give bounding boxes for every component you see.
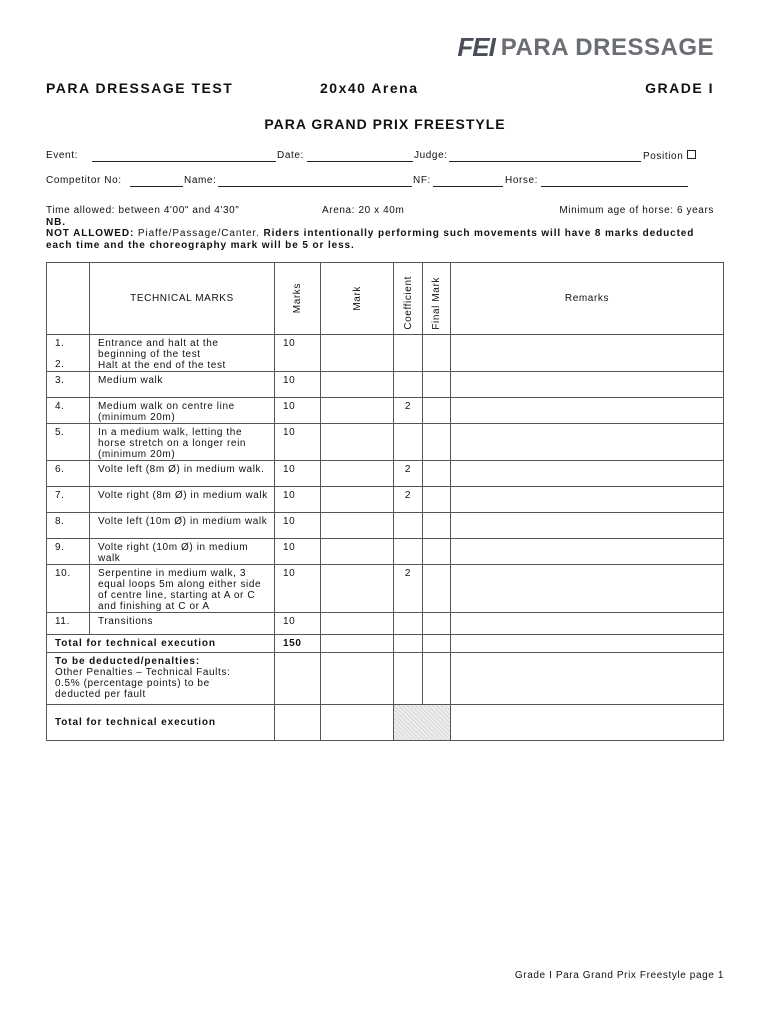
table-row xyxy=(47,461,724,487)
page-footer: Grade I Para Grand Prix Freestyle page 1 xyxy=(514,970,724,981)
movement-text: Volte left (10m Ø) in medium walk xyxy=(90,513,275,539)
remarks-input[interactable] xyxy=(451,565,724,613)
table-row xyxy=(47,613,724,635)
remarks-input[interactable] xyxy=(451,335,724,372)
final-total-remarks-cell xyxy=(451,705,724,741)
movement-number: 6. xyxy=(47,461,90,487)
header-final-text: Final Mark xyxy=(431,277,442,330)
movement-number xyxy=(47,335,90,372)
position-label: Position xyxy=(643,151,684,162)
arena-title: 20x40 Arena xyxy=(320,80,419,96)
total-mark-cell xyxy=(321,635,394,653)
final-mark-input[interactable] xyxy=(423,565,451,613)
nf-field[interactable] xyxy=(433,186,503,187)
movement-text: Serpentine in medium walk, 3 equal loops 5m along either side of centre line, starting at A or C and finishing at C or A xyxy=(90,565,275,613)
final-mark-input[interactable] xyxy=(423,539,451,565)
position-field[interactable] xyxy=(643,150,696,162)
mark-input[interactable] xyxy=(321,461,394,487)
coefficient-value xyxy=(394,613,423,635)
marks-value: 10 xyxy=(275,398,321,424)
movement-number-text: 1. xyxy=(55,338,65,349)
deductions-text: Other Penalties – Technical Faults: 0.5% (percentage points) to be deducted per fault xyxy=(55,667,231,700)
coefficient-value xyxy=(394,539,423,565)
header-coefficient-text: Coefficient xyxy=(402,276,414,330)
table-row xyxy=(47,487,724,513)
arena-size: Arena: 20 x 40m xyxy=(322,205,405,216)
total-final-input[interactable] xyxy=(423,635,451,653)
movement-text: Volte right (10m Ø) in medium walk xyxy=(90,539,275,565)
coefficient-value xyxy=(394,424,423,461)
grade-title: GRADE I xyxy=(645,80,714,96)
header-coefficient xyxy=(394,263,423,335)
movement-number: 9. xyxy=(47,539,90,565)
deductions-mark-cell xyxy=(321,653,394,705)
test-type: PARA DRESSAGE TEST xyxy=(46,80,234,96)
movement-number: 8. xyxy=(47,513,90,539)
final-mark-input[interactable] xyxy=(423,487,451,513)
remarks-input[interactable] xyxy=(451,398,724,424)
header-marks xyxy=(275,263,321,335)
table-row xyxy=(47,398,724,424)
movement-number-text: 2. xyxy=(55,359,65,370)
test-subtitle: PARA GRAND PRIX FREESTYLE xyxy=(264,116,506,132)
position-checkbox[interactable] xyxy=(687,150,696,159)
mark-input[interactable] xyxy=(321,335,394,372)
nf-label: NF: xyxy=(413,175,431,186)
mark-input[interactable] xyxy=(321,424,394,461)
deductions-row xyxy=(47,653,724,705)
movement-number: 10. xyxy=(47,565,90,613)
movement-text: In a medium walk, letting the horse stretch on a longer rein (minimum 20m) xyxy=(90,424,275,461)
header-blank xyxy=(47,263,90,335)
marks-value: 10 xyxy=(275,461,321,487)
mark-input[interactable] xyxy=(321,613,394,635)
horse-field[interactable] xyxy=(541,186,688,187)
marks-value: 10 xyxy=(275,335,321,372)
final-total-mark-cell xyxy=(321,705,394,741)
marks-value: 10 xyxy=(275,539,321,565)
header-marks-text: Marks xyxy=(292,283,303,314)
marks-value: 10 xyxy=(275,513,321,539)
logo-product: PARA DRESSAGE xyxy=(500,33,714,61)
name-field[interactable] xyxy=(218,186,412,187)
final-mark-input[interactable] xyxy=(423,513,451,539)
final-mark-input[interactable] xyxy=(423,398,451,424)
total-coef-cell xyxy=(394,635,423,653)
table-row xyxy=(47,513,724,539)
header-final xyxy=(423,263,451,335)
coefficient-value xyxy=(394,372,423,398)
coefficient-value xyxy=(394,335,423,372)
movement-number: 7. xyxy=(47,487,90,513)
movement-number: 3. xyxy=(47,372,90,398)
final-total-label: Total for technical execution xyxy=(47,705,275,741)
min-horse-age: Minimum age of horse: 6 years xyxy=(559,205,714,216)
riders-warning-1: Riders intentionally performing such movements will have 8 marks deducted xyxy=(263,228,695,239)
header-mark-text: Mark xyxy=(351,286,363,311)
time-allowed: Time allowed: between 4'00" and 4'30" xyxy=(46,205,240,216)
remarks-input[interactable] xyxy=(451,424,724,461)
coefficient-value: 2 xyxy=(394,461,423,487)
movement-description: Entrance and halt at the beginning of the test xyxy=(98,338,219,360)
final-total-row xyxy=(47,705,724,741)
date-field[interactable] xyxy=(307,161,413,162)
total-remarks-cell xyxy=(451,635,724,653)
mark-input[interactable] xyxy=(321,565,394,613)
header-technical: TECHNICAL MARKS xyxy=(90,263,275,335)
final-mark-input[interactable] xyxy=(423,372,451,398)
event-field[interactable] xyxy=(92,161,276,162)
not-allowed-line xyxy=(46,228,726,239)
final-mark-input[interactable] xyxy=(423,613,451,635)
movement-text: Volte right (8m Ø) in medium walk xyxy=(90,487,275,513)
mark-input[interactable] xyxy=(321,487,394,513)
event-label: Event: xyxy=(46,150,78,161)
coefficient-value xyxy=(394,513,423,539)
deductions-label: To be deducted/penalties: xyxy=(55,656,201,667)
marks-value: 10 xyxy=(275,565,321,613)
marks-value: 10 xyxy=(275,372,321,398)
judge-field[interactable] xyxy=(449,161,641,162)
remarks-input[interactable] xyxy=(451,372,724,398)
movement-text: Medium walk xyxy=(90,372,275,398)
marks-value: 10 xyxy=(275,424,321,461)
movement-description: Halt at the end of the test xyxy=(98,360,226,371)
table-row xyxy=(47,424,724,461)
remarks-input[interactable] xyxy=(451,539,724,565)
table-row xyxy=(47,335,724,372)
movement-number: 4. xyxy=(47,398,90,424)
deductions-cell xyxy=(47,653,275,705)
deductions-marks-cell xyxy=(275,653,321,705)
competitor-no-field[interactable] xyxy=(130,186,183,187)
movement-number: 5. xyxy=(47,424,90,461)
remarks-input[interactable] xyxy=(451,487,724,513)
total-label: Total for technical execution xyxy=(47,635,275,653)
mark-input[interactable] xyxy=(321,513,394,539)
final-total-shaded-cell xyxy=(394,705,451,741)
name-label: Name: xyxy=(184,175,217,186)
mark-input[interactable] xyxy=(321,539,394,565)
fei-logo xyxy=(457,32,714,63)
movement-text xyxy=(90,335,275,372)
date-label: Date: xyxy=(277,150,304,161)
logo-brand: FEI xyxy=(457,32,495,62)
mark-input[interactable] xyxy=(321,372,394,398)
table-header-row xyxy=(47,263,724,335)
total-row xyxy=(47,635,724,653)
final-total-marks-cell xyxy=(275,705,321,741)
table-row xyxy=(47,565,724,613)
table-row xyxy=(47,372,724,398)
coefficient-value: 2 xyxy=(394,487,423,513)
movement-text: Volte left (8m Ø) in medium walk. xyxy=(90,461,275,487)
riders-warning-2: each time and the choreography mark will be 5 or less. xyxy=(46,240,355,251)
competitor-no-label: Competitor No: xyxy=(46,175,122,186)
judge-label: Judge: xyxy=(414,150,448,161)
header-mark xyxy=(321,263,394,335)
deductions-coef-cell xyxy=(394,653,423,705)
final-mark-input[interactable] xyxy=(423,424,451,461)
movement-text: Medium walk on centre line (minimum 20m) xyxy=(90,398,275,424)
horse-label: Horse: xyxy=(505,175,539,186)
not-allowed-label: NOT ALLOWED: xyxy=(46,228,135,239)
final-mark-input[interactable] xyxy=(423,461,451,487)
table-row xyxy=(47,539,724,565)
total-marks-value: 150 xyxy=(275,635,321,653)
coefficient-value: 2 xyxy=(394,398,423,424)
movement-number: 11. xyxy=(47,613,90,635)
mark-input[interactable] xyxy=(321,398,394,424)
header-remarks: Remarks xyxy=(451,263,724,335)
marks-value: 10 xyxy=(275,613,321,635)
technical-marks-table xyxy=(46,262,724,741)
remarks-input[interactable] xyxy=(451,513,724,539)
nb-label: NB. xyxy=(46,217,66,228)
marks-value: 10 xyxy=(275,487,321,513)
not-allowed-text: Piaffe/Passage/Canter. xyxy=(134,228,264,239)
coefficient-value: 2 xyxy=(394,565,423,613)
deductions-remarks-cell xyxy=(451,653,724,705)
remarks-input[interactable] xyxy=(451,613,724,635)
remarks-input[interactable] xyxy=(451,461,724,487)
final-mark-input[interactable] xyxy=(423,335,451,372)
movement-text: Transitions xyxy=(90,613,275,635)
deductions-final-input[interactable] xyxy=(423,653,451,705)
